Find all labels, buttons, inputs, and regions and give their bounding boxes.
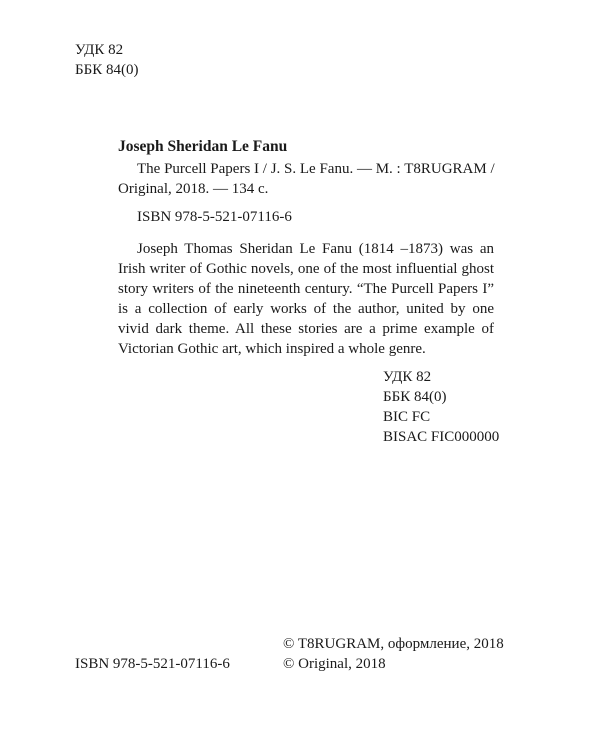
bibliographic-line-1: The Purcell Papers I / J. S. Le Fanu. — M. : T8RUGRAM / (137, 161, 495, 177)
bibliographic-description (118, 159, 495, 199)
isbn-bottom: ISBN 978-5-521-07116-6 (75, 656, 230, 672)
copyright-line-1: © T8RUGRAM, оформление, 2018 (283, 636, 504, 652)
classification-codes (383, 367, 499, 447)
annotation-paragraph: Joseph Thomas Sheridan Le Fanu (1814 –1873) was an Irish writer of Gothic novels, one of the most influential ghost story writers of the nineteenth century. “The Purcell Papers I” is a collection of early works of the author, united by one vivid dark theme. All these stories are a prime example of Victorian Gothic art, which inspired a whole genre. (118, 241, 494, 357)
copyright-block (283, 634, 504, 674)
copyright-line-2: © Original, 2018 (283, 656, 386, 672)
bic-code: BIC FC (383, 409, 431, 425)
udk-code: УДК 82 (75, 42, 124, 58)
udk-code-right: УДК 82 (383, 369, 432, 385)
top-classification-codes (75, 40, 138, 80)
bisac-code: BISAC FIC000000 (383, 429, 500, 445)
isbn-main: ISBN 978-5-521-07116-6 (137, 209, 292, 225)
bibliographic-line-2: Original, 2018. — 134 с. (118, 181, 269, 197)
author-name: Joseph Sheridan Le Fanu (118, 138, 288, 155)
bbk-code-right: ББК 84(0) (383, 389, 447, 405)
bbk-code: ББК 84(0) (75, 62, 139, 78)
